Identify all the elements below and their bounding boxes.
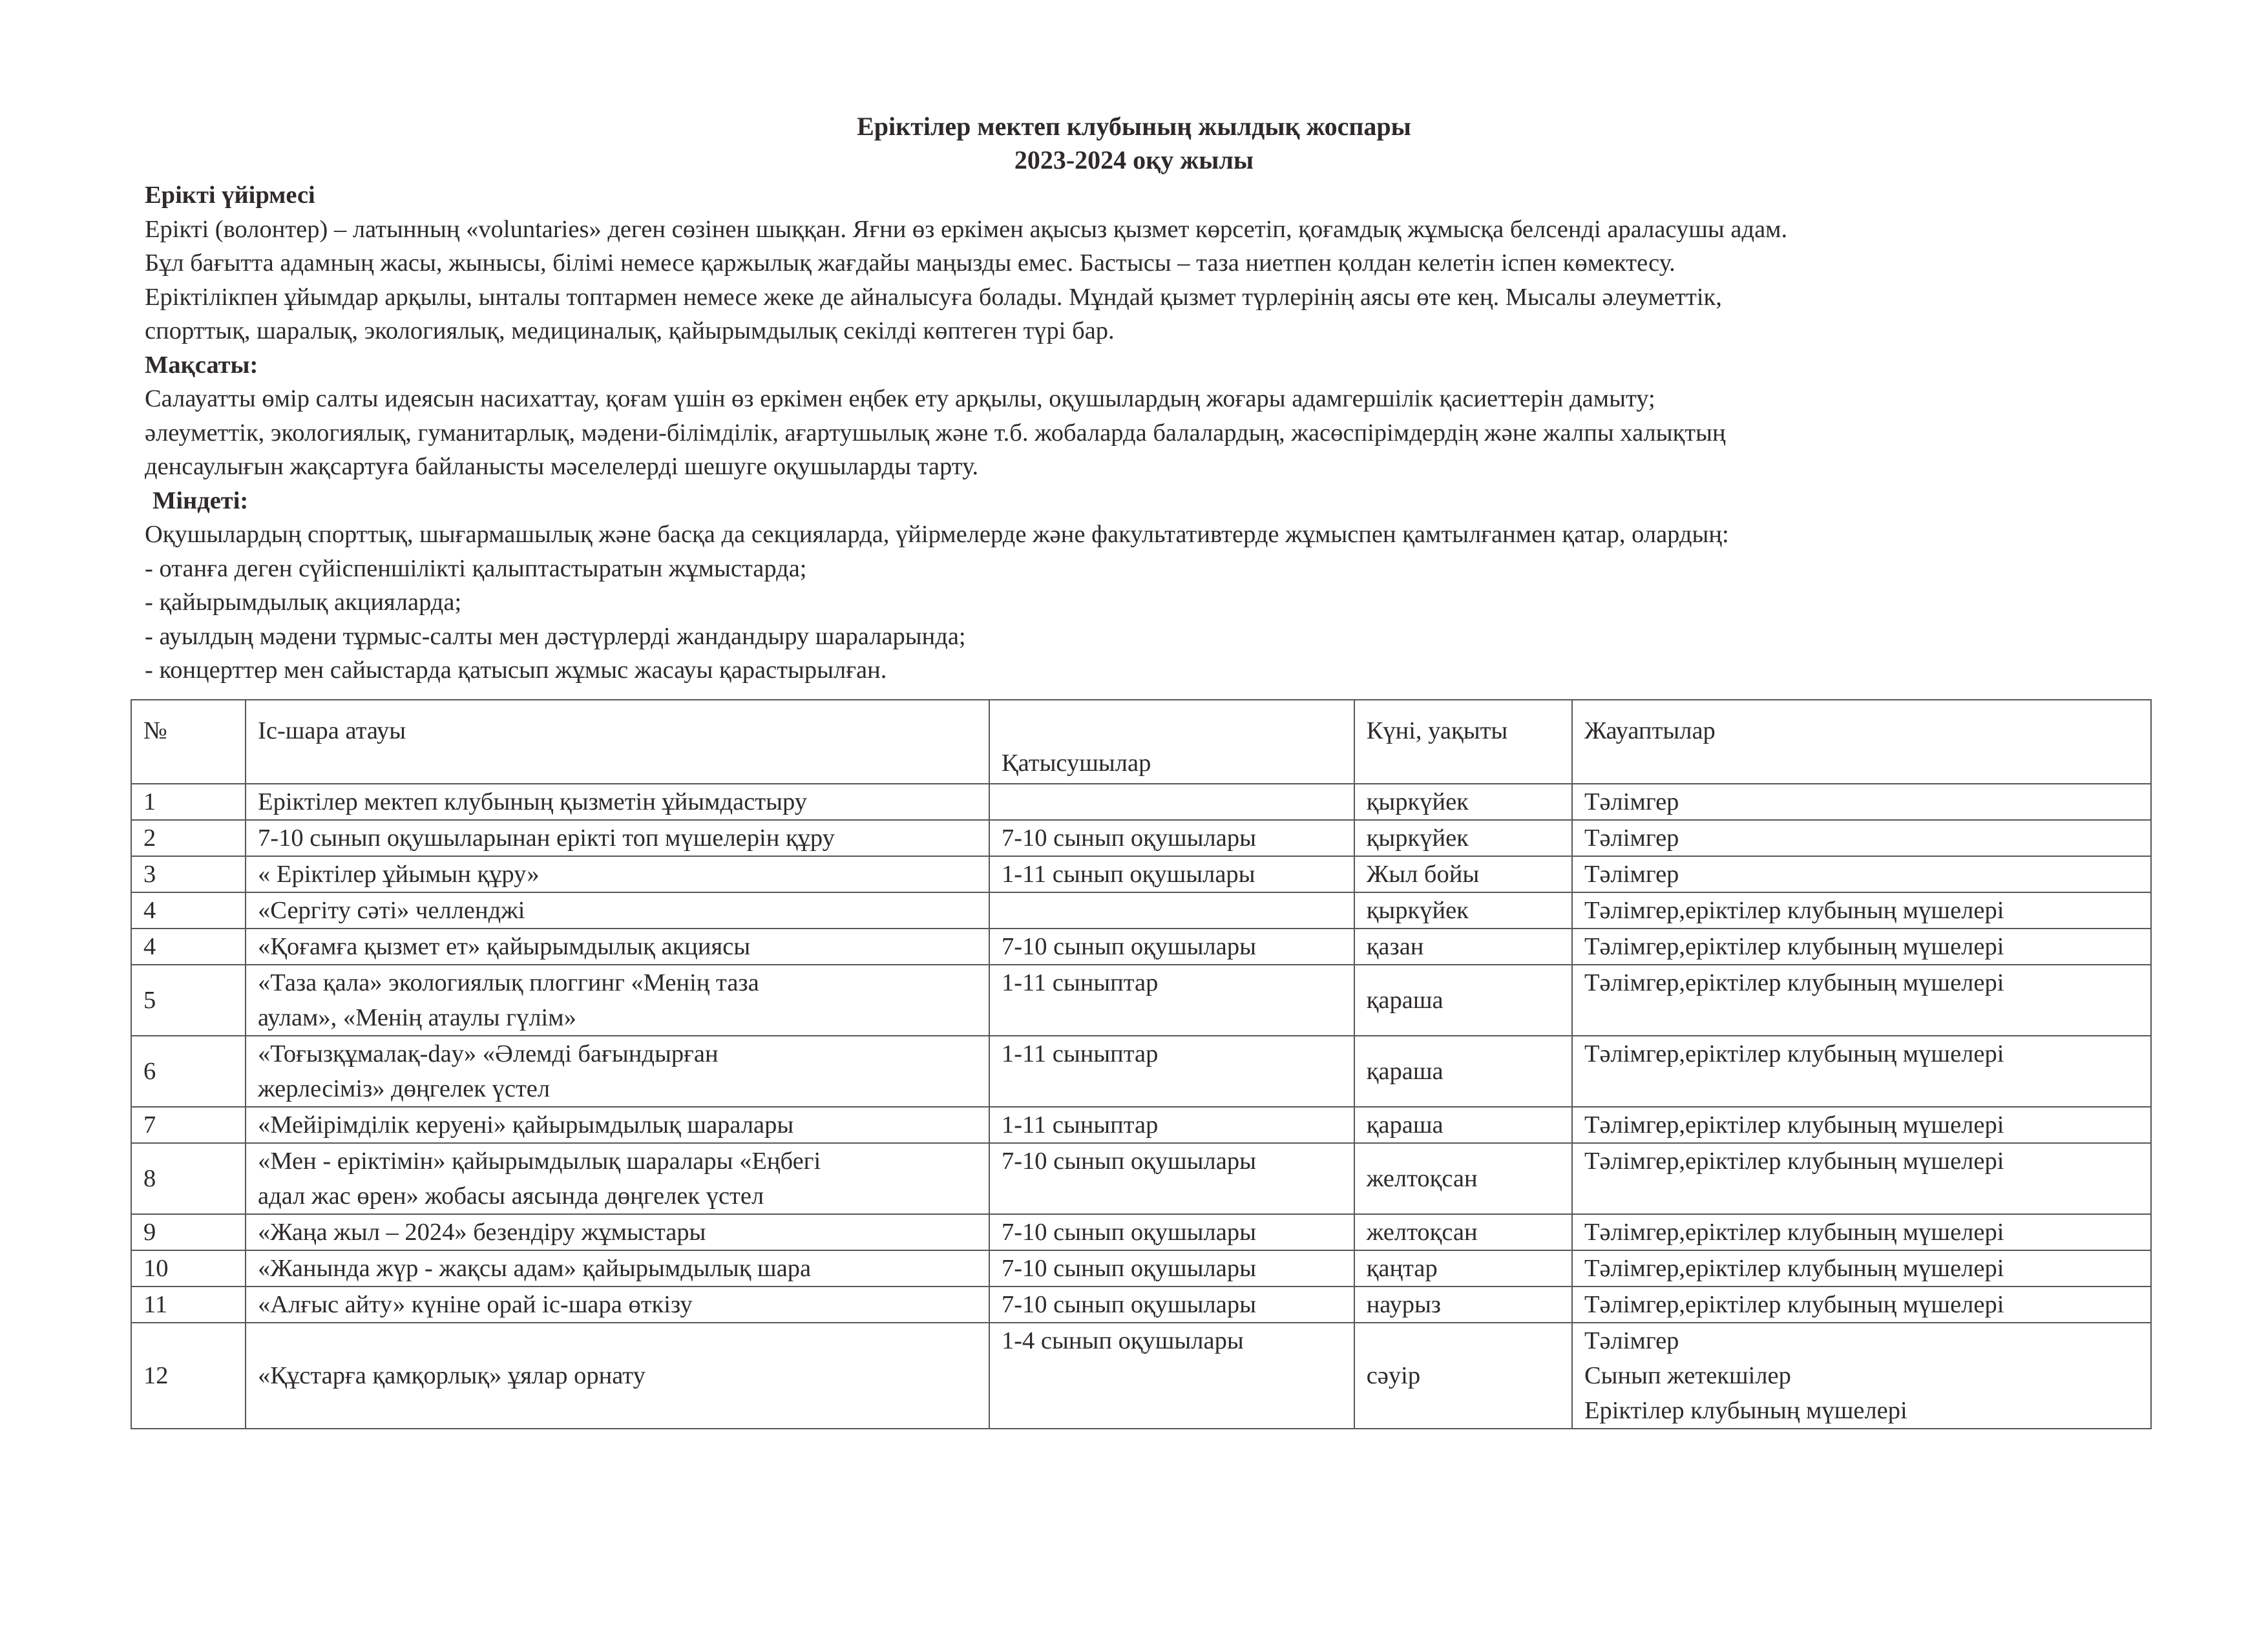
title-block bbox=[0, 110, 2268, 177]
cell-num: 4 bbox=[131, 929, 246, 965]
cell-name bbox=[246, 929, 989, 965]
cell-date: қараша bbox=[1354, 1036, 1572, 1107]
event-name-line: «Мейірімділік керуені» қайырымдылық шаралары bbox=[258, 1111, 794, 1139]
cell-responsible bbox=[1572, 1143, 2151, 1214]
responsible-line: Еріктілер клубының мүшелері bbox=[1584, 1397, 1907, 1424]
cell-participants: 7-10 сынып оқушылары bbox=[989, 1250, 1354, 1287]
cell-num: 1 bbox=[131, 784, 246, 820]
cell-responsible bbox=[1572, 856, 2151, 892]
table-header-row bbox=[131, 700, 2151, 784]
event-name-line: «Құстарға қамқорлық» ұялар орнату bbox=[258, 1362, 646, 1389]
header-responsible: Жауаптылар bbox=[1572, 700, 2151, 784]
responsible-line: Тәлімгер bbox=[1584, 824, 1679, 852]
cell-responsible bbox=[1572, 929, 2151, 965]
cell-responsible bbox=[1572, 1250, 2151, 1287]
document-title: Еріктілер мектеп клубының жылдық жоспары bbox=[857, 112, 1411, 141]
cell-name bbox=[246, 1287, 989, 1323]
responsible-line: Тәлімгер,еріктілер клубының мүшелері bbox=[1584, 933, 2004, 960]
cell-participants bbox=[989, 784, 1354, 820]
responsible-line: Тәлімгер,еріктілер клубының мүшелері bbox=[1584, 897, 2004, 924]
cell-participants: 7-10 сынып оқушылары bbox=[989, 929, 1354, 965]
responsible-line: Сынып жетекшілер bbox=[1584, 1362, 1791, 1389]
cell-participants: 1-4 сынып оқушылары bbox=[989, 1323, 1354, 1429]
cell-name bbox=[246, 1143, 989, 1214]
table-row bbox=[131, 892, 2151, 929]
tasks-line: - концерттер мен сайыстарда қатысып жұмыс жасауы қарастырылған. bbox=[145, 656, 887, 684]
event-name-line: аулам», «Менің атаулы гүлім» bbox=[258, 1004, 576, 1031]
cell-name bbox=[246, 892, 989, 929]
event-name-line: «Мен - еріктімін» қайырымдылық шаралары «Еңбегі bbox=[258, 1148, 821, 1175]
table-row bbox=[131, 784, 2151, 820]
cell-participants: 1-11 сыныптар bbox=[989, 1036, 1354, 1107]
table-row bbox=[131, 820, 2151, 856]
cell-num: 9 bbox=[131, 1214, 246, 1250]
cell-participants bbox=[989, 892, 1354, 929]
cell-name bbox=[246, 820, 989, 856]
cell-date: қыркүйек bbox=[1354, 892, 1572, 929]
table-row bbox=[131, 1214, 2151, 1250]
cell-date: қараша bbox=[1354, 1107, 1572, 1143]
goals-line: денсаулығын жақсартуға байланысты мәселелерді шешуге оқушыларды тарту. bbox=[145, 453, 979, 480]
cell-date: қаңтар bbox=[1354, 1250, 1572, 1287]
cell-responsible bbox=[1572, 1107, 2151, 1143]
responsible-line: Тәлімгер,еріктілер клубының мүшелері bbox=[1584, 969, 2004, 996]
cell-responsible bbox=[1572, 1214, 2151, 1250]
event-name-line: «Алғыс айту» күніне орай іс-шара өткізу bbox=[258, 1291, 693, 1318]
cell-date: Жыл бойы bbox=[1354, 856, 1572, 892]
tasks-line: - қайырымдылық акцияларда; bbox=[145, 589, 462, 616]
responsible-line: Тәлімгер,еріктілер клубының мүшелері bbox=[1584, 1291, 2004, 1318]
event-name-line: адал жас өрен» жобасы аясында дөңгелек үстел bbox=[258, 1182, 764, 1210]
table-row bbox=[131, 1107, 2151, 1143]
cell-num: 8 bbox=[131, 1143, 246, 1214]
table-row bbox=[131, 856, 2151, 892]
intro-line: Еріктілікпен ұйымдар арқылы, ынталы топтармен немесе жеке де айналысуға болады. Мұндай қызмет түрлерінің аясы өте кең. Мысалы әлеуметтік, bbox=[145, 283, 1722, 311]
table-row bbox=[131, 929, 2151, 965]
table-row bbox=[131, 1287, 2151, 1323]
event-name-line: Еріктілер мектеп клубының қызметін ұйымдастыру bbox=[258, 788, 807, 815]
responsible-line: Тәлімгер bbox=[1584, 861, 1679, 888]
header-date: Күні, уақыты bbox=[1354, 700, 1572, 784]
event-name-line: «Сергіту сәті» челленджі bbox=[258, 897, 525, 924]
cell-participants: 1-11 сыныптар bbox=[989, 965, 1354, 1036]
cell-responsible bbox=[1572, 820, 2151, 856]
cell-date: қазан bbox=[1354, 929, 1572, 965]
cell-num: 6 bbox=[131, 1036, 246, 1107]
intro-line: Бұл бағытта адамның жасы, жынысы, білімі немесе қаржылық жағдайы маңызды емес. Бастысы – таза ниетпен қолдан келетін іспен көмектесу. bbox=[145, 249, 1675, 277]
cell-responsible bbox=[1572, 1287, 2151, 1323]
cell-responsible bbox=[1572, 965, 2151, 1036]
cell-date: қыркүйек bbox=[1354, 784, 1572, 820]
cell-date: желтоқсан bbox=[1354, 1214, 1572, 1250]
cell-responsible bbox=[1572, 784, 2151, 820]
document-subtitle: 2023-2024 оқу жылы bbox=[1014, 145, 1254, 174]
tasks-line: - ауылдың мәдени тұрмыс-салты мен дәстүрлерді жандандыру шараларында; bbox=[145, 622, 966, 650]
tasks-line: - отанға деген сүйіспеншілікті қалыптастыратын жұмыстарда; bbox=[145, 554, 807, 582]
responsible-line: Тәлімгер,еріктілер клубының мүшелері bbox=[1584, 1219, 2004, 1246]
event-name-line: «Жанында жүр - жақсы адам» қайырымдылық шара bbox=[258, 1255, 812, 1282]
cell-num: 12 bbox=[131, 1323, 246, 1429]
cell-date: қараша bbox=[1354, 965, 1572, 1036]
cell-name bbox=[246, 1250, 989, 1287]
table-row bbox=[131, 1143, 2151, 1214]
cell-name bbox=[246, 1323, 989, 1429]
cell-name bbox=[246, 856, 989, 892]
table-row bbox=[131, 1323, 2151, 1429]
cell-num: 7 bbox=[131, 1107, 246, 1143]
responsible-line: Тәлімгер bbox=[1584, 788, 1679, 815]
cell-date: сәуір bbox=[1354, 1323, 1572, 1429]
cell-num: 10 bbox=[131, 1250, 246, 1287]
event-name-line: жерлесіміз» дөңгелек үстел bbox=[258, 1075, 551, 1102]
goals-line: әлеуметтік, экологиялық, гуманитарлық, мәдени-білімділік, ағартушылық және т.б. жобаларда балалардың, жасөспірімдердің және жалпы халықтың bbox=[145, 419, 1726, 446]
tasks-line: Оқушылардың спорттық, шығармашылық және басқа да секцияларда, үйірмелерде және факультативтерде жұмыспен қамтылғанмен қатар, олардың: bbox=[145, 521, 1729, 548]
cell-num: 3 bbox=[131, 856, 246, 892]
responsible-line: Тәлімгер,еріктілер клубының мүшелері bbox=[1584, 1148, 2004, 1175]
event-name-line: «Қоғамға қызмет ет» қайырымдылық акциясы bbox=[258, 933, 751, 960]
cell-participants: 7-10 сынып оқушылары bbox=[989, 1287, 1354, 1323]
table-body bbox=[131, 784, 2151, 1429]
table-row bbox=[131, 1036, 2151, 1107]
cell-name bbox=[246, 1107, 989, 1143]
cell-name bbox=[246, 784, 989, 820]
goals-line: Салауатты өмір салты идеясын насихаттау, қоғам үшін өз еркімен еңбек ету арқылы, оқушылардың жоғары адамгершілік қасиеттерін дамыту; bbox=[145, 385, 1655, 412]
cell-num: 5 bbox=[131, 965, 246, 1036]
cell-name bbox=[246, 1036, 989, 1107]
event-name-line: «Таза қала» экологиялық плоггинг «Менің таза bbox=[258, 969, 759, 996]
cell-date: желтоқсан bbox=[1354, 1143, 1572, 1214]
responsible-line: Тәлімгер,еріктілер клубының мүшелері bbox=[1584, 1255, 2004, 1282]
cell-num: 2 bbox=[131, 820, 246, 856]
table-row bbox=[131, 965, 2151, 1036]
responsible-line: Тәлімгер,еріктілер клубының мүшелері bbox=[1584, 1111, 2004, 1139]
cell-participants: 1-11 сынып оқушылары bbox=[989, 856, 1354, 892]
responsible-line: Тәлімгер bbox=[1584, 1327, 1679, 1354]
tasks-heading: Міндеті: bbox=[152, 487, 249, 514]
cell-name bbox=[246, 1214, 989, 1250]
cell-participants: 7-10 сынып оқушылары bbox=[989, 1143, 1354, 1214]
intro-line: спорттық, шаралық, экологиялық, медициналық, қайырымдылық секілді көптеген түрі бар. bbox=[145, 317, 1115, 344]
cell-name bbox=[246, 965, 989, 1036]
event-name-line: «Тоғызқұмалақ-day» «Әлемді бағындырған bbox=[258, 1040, 719, 1067]
event-name-line: «Жаңа жыл – 2024» безендіру жұмыстары bbox=[258, 1219, 706, 1246]
header-num: № bbox=[131, 700, 246, 784]
cell-participants: 7-10 сынып оқушылары bbox=[989, 820, 1354, 856]
cell-date: наурыз bbox=[1354, 1287, 1572, 1323]
event-name-line: « Еріктілер ұйымын құру» bbox=[258, 861, 540, 888]
goals-heading: Мақсаты: bbox=[145, 351, 258, 379]
cell-date: қыркүйек bbox=[1354, 820, 1572, 856]
cell-num: 4 bbox=[131, 892, 246, 929]
cell-responsible bbox=[1572, 892, 2151, 929]
header-name: Іс-шара атауы bbox=[246, 700, 989, 784]
plan-table bbox=[131, 699, 2152, 1429]
cell-num: 11 bbox=[131, 1287, 246, 1323]
body-text bbox=[145, 178, 2161, 688]
cell-responsible bbox=[1572, 1323, 2151, 1429]
header-participants: Қатысушылар bbox=[989, 700, 1354, 784]
cell-participants: 1-11 сыныптар bbox=[989, 1107, 1354, 1143]
event-name-line: 7-10 сынып оқушыларынан ерікті топ мүшелерін құру bbox=[258, 824, 835, 852]
table-row bbox=[131, 1250, 2151, 1287]
intro-line: Ерікті (волонтер) – латынның «voluntaries» деген сөзінен шыққан. Яғни өз еркімен ақысыз қызмет көрсетіп, қоғамдық жұмысқа белсенді араласушы адам. bbox=[145, 215, 1788, 243]
cell-responsible bbox=[1572, 1036, 2151, 1107]
cell-participants: 7-10 сынып оқушылары bbox=[989, 1214, 1354, 1250]
responsible-line: Тәлімгер,еріктілер клубының мүшелері bbox=[1584, 1040, 2004, 1067]
intro-heading: Ерікті үйірмесі bbox=[145, 182, 315, 209]
